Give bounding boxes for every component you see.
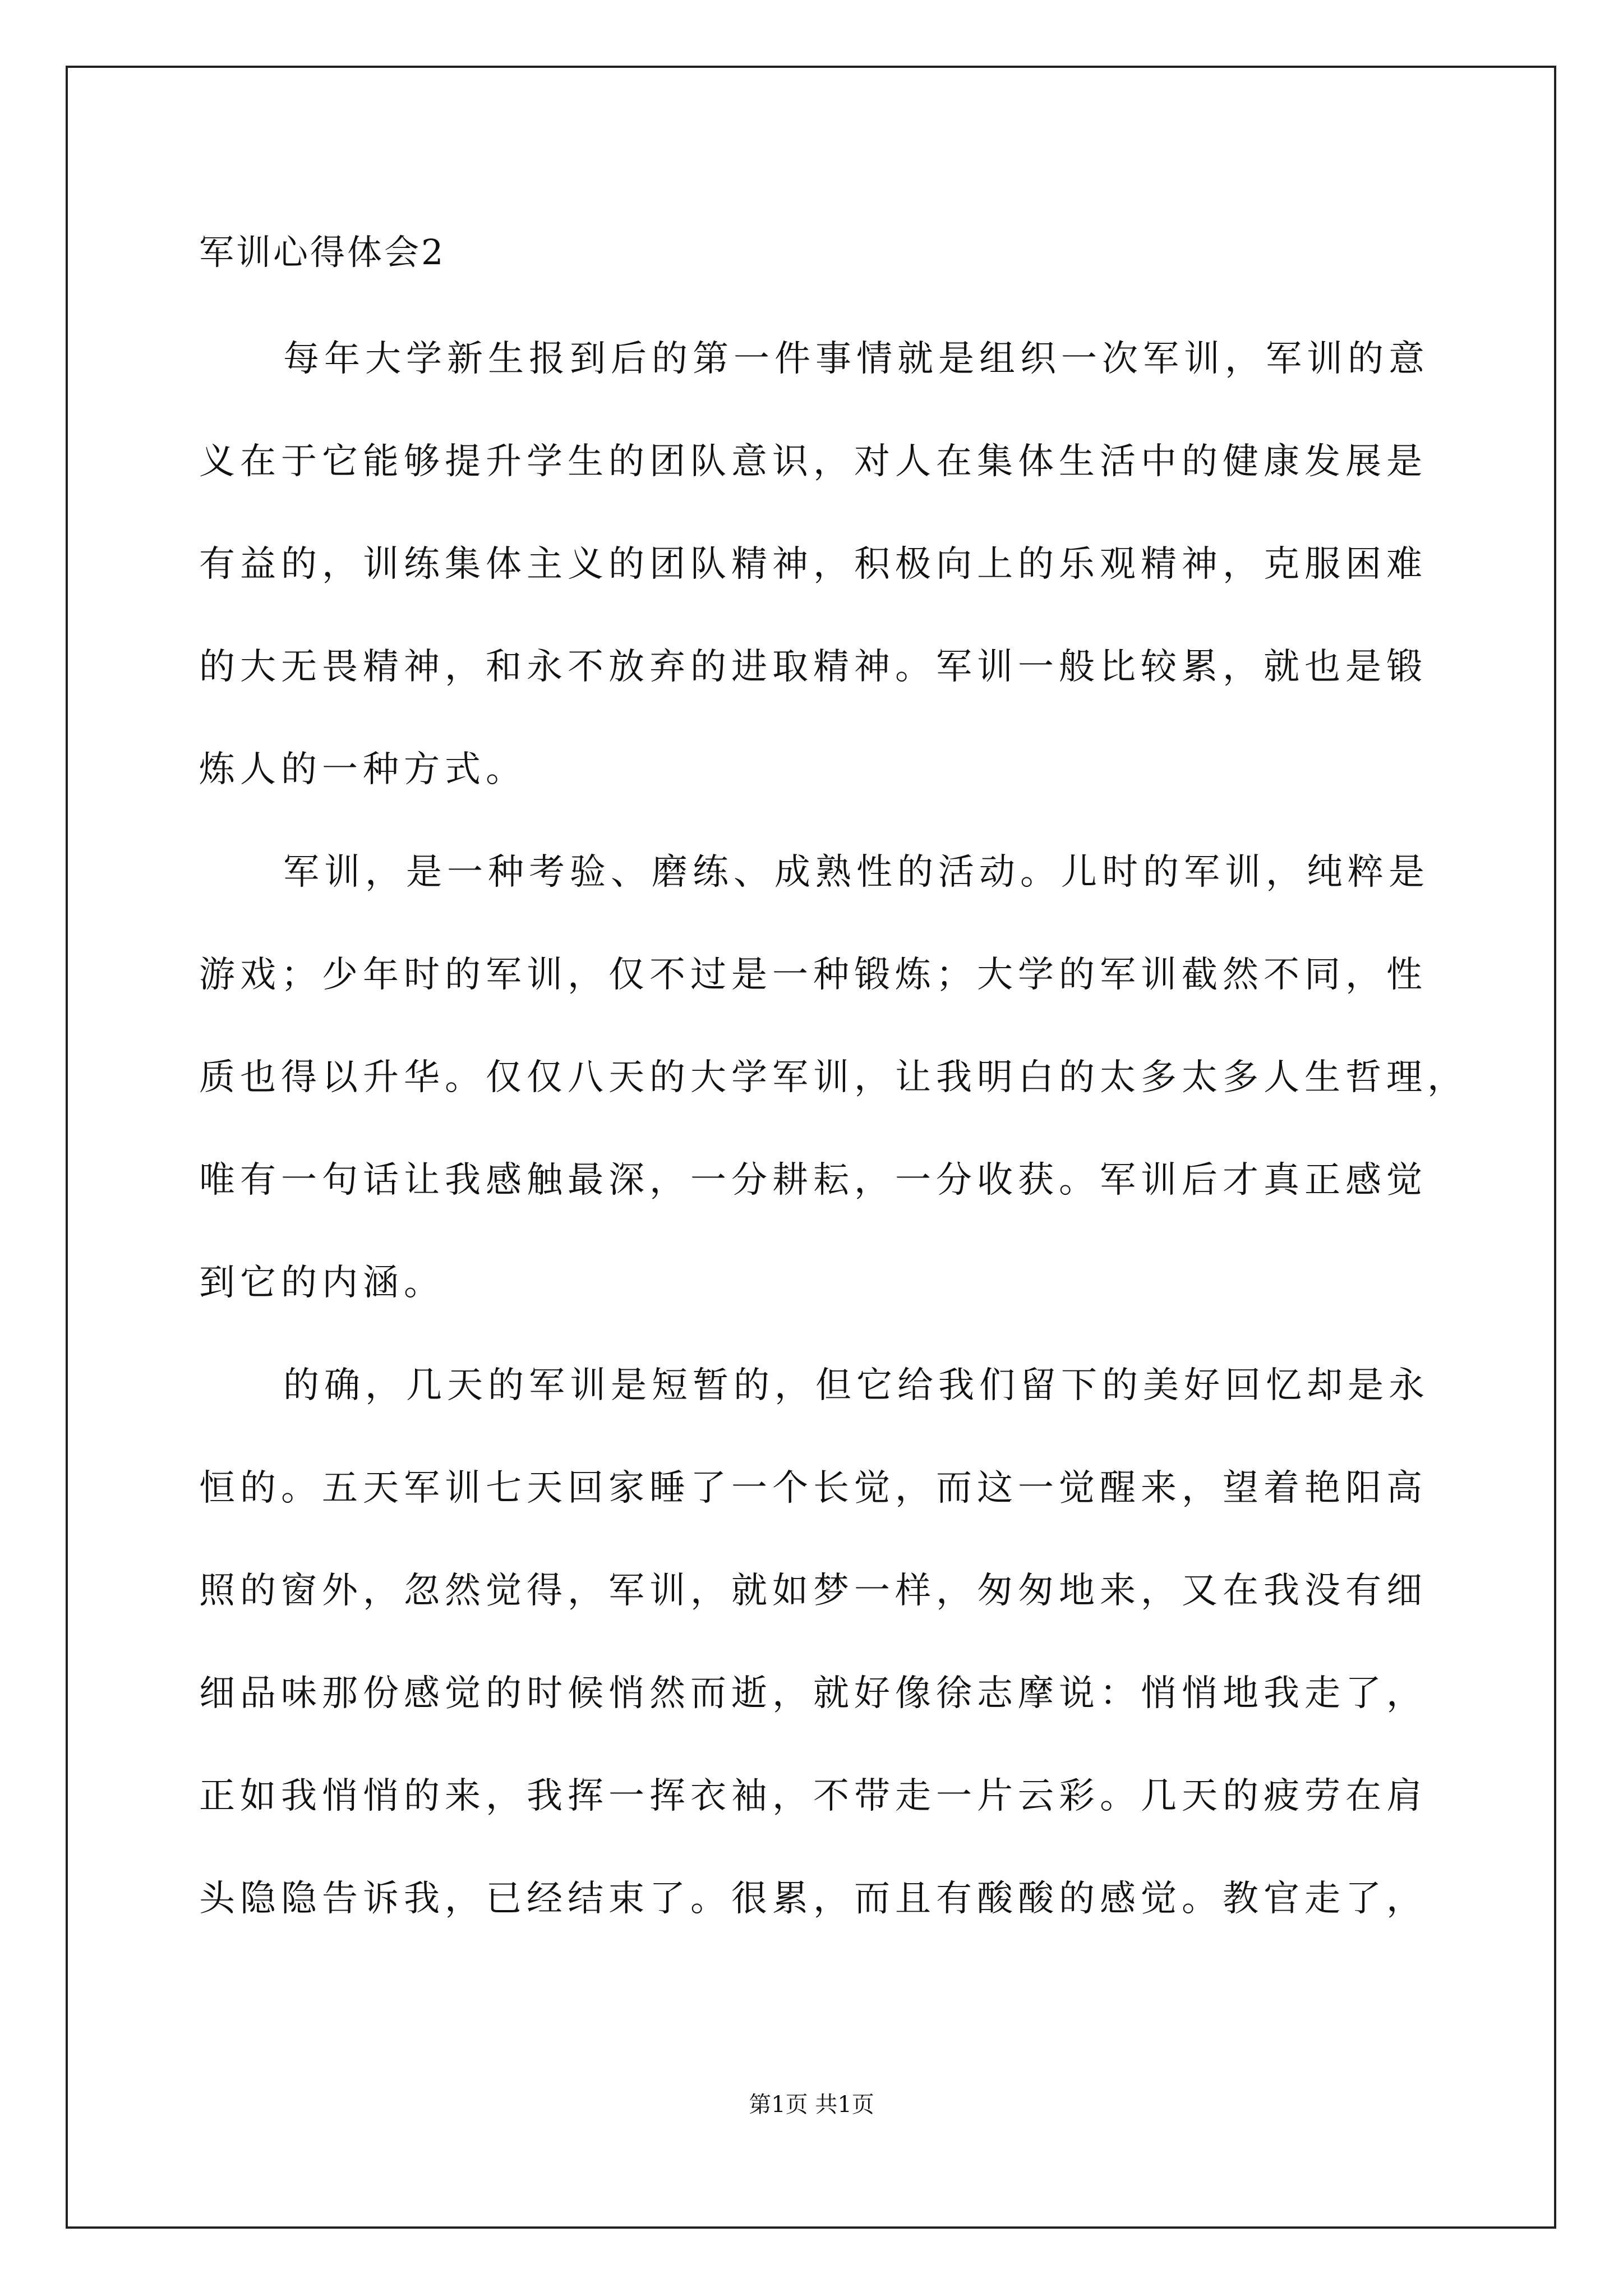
paragraph-line: 军训，是一种考验、磨练、成熟性的活动。儿时的军训，纯粹是 xyxy=(283,852,1430,893)
document-title: 军训心得体会2 xyxy=(199,232,446,273)
paragraph-line: 照的窗外，忽然觉得，军训，就如梦一样，匆匆地来，又在我没有细 xyxy=(199,1570,1427,1612)
paragraph-line: 的大无畏精神，和永不放弃的进取精神。军训一般比较累，就也是锻 xyxy=(199,646,1427,688)
paragraph-line: 游戏；少年时的军训，仅不过是一种锻炼；大学的军训截然不同，性 xyxy=(199,954,1427,996)
page-footer: 第1页 共1页 xyxy=(749,2092,874,2118)
paragraph-line: 头隐隐告诉我，已经结束了。很累，而且有酸酸的感觉。教官走了， xyxy=(199,1878,1427,1920)
paragraph-line: 义在于它能够提升学生的团队意识，对人在集体生活中的健康发展是 xyxy=(199,441,1427,482)
paragraph-line: 炼人的一种方式。 xyxy=(199,749,527,790)
paragraph-line: 正如我悄悄的来，我挥一挥衣袖，不带走一片云彩。几天的疲劳在肩 xyxy=(199,1775,1427,1817)
paragraph-line: 质也得以升华。仅仅八天的大学军训，让我明白的太多太多人生哲理， xyxy=(199,1057,1468,1098)
paragraph-line: 每年大学新生报到后的第一件事情就是组织一次军训，军训的意 xyxy=(283,338,1430,380)
paragraph-line: 细品味那份感觉的时候悄然而逝，就好像徐志摩说：悄悄地我走了， xyxy=(199,1673,1427,1714)
paragraph-line: 有益的，训练集体主义的团队精神，积极向上的乐观精神，克服困难 xyxy=(199,544,1427,585)
paragraph-line: 的确，几天的军训是短暂的，但它给我们留下的美好回忆却是永 xyxy=(283,1365,1430,1406)
paragraph-line: 唯有一句话让我感触最深，一分耕耘，一分收获。军训后才真正感觉 xyxy=(199,1159,1427,1201)
paragraph-line: 恒的。五天军训七天回家睡了一个长觉，而这一觉醒来，望着艳阳高 xyxy=(199,1467,1427,1509)
paragraph-line: 到它的内涵。 xyxy=(199,1262,445,1304)
